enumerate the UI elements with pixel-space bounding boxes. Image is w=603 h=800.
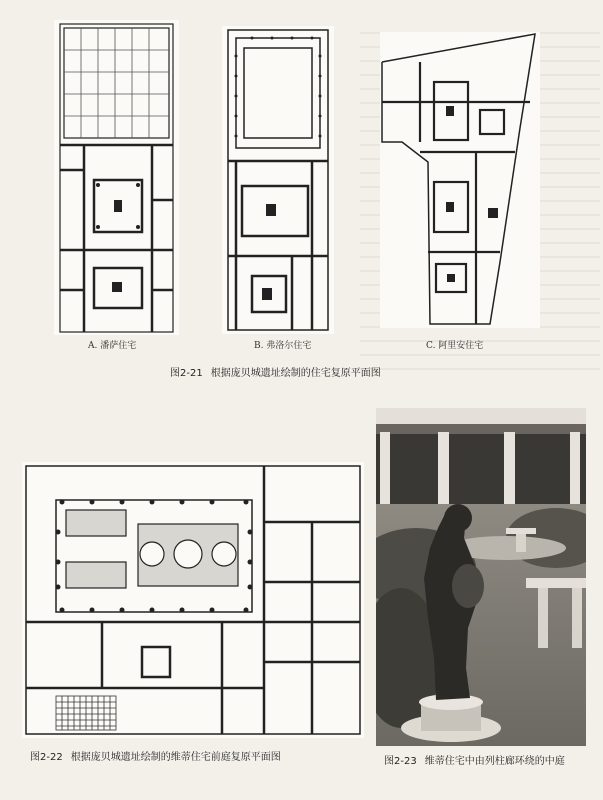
figure-2-22-number: 图2-22: [30, 752, 63, 763]
figure-2-23-number: 图2-23: [384, 756, 417, 767]
figure-2-21-number: 图2-21: [170, 368, 203, 379]
plan-a-pansa-house: [54, 20, 179, 335]
figure-2-21-text: 根据庞贝城遗址绘制的住宅复原平面图: [210, 368, 381, 379]
figure-2-22-caption: [30, 748, 281, 763]
figure-2-23-caption: [384, 752, 565, 767]
vettii-house-atrium-plan: [22, 462, 364, 738]
plan-b-label: B. 弗洛尔住宅: [254, 341, 312, 351]
figure-2-21-caption: [170, 364, 381, 379]
figure-2-23-text: 维蒂住宅中由列柱廊环绕的中庭: [424, 756, 565, 767]
plan-c-label: C. 阿里安住宅: [426, 341, 484, 351]
figure-2-22-text: 根据庞贝城遗址绘制的维蒂住宅前庭复原平面图: [70, 752, 281, 763]
plan-a-label: A. 潘萨住宅: [88, 341, 137, 351]
plan-c-arian-house: [380, 32, 540, 328]
plan-b-floral-house: [222, 26, 334, 334]
peristyle-garden-photo: [376, 408, 586, 746]
